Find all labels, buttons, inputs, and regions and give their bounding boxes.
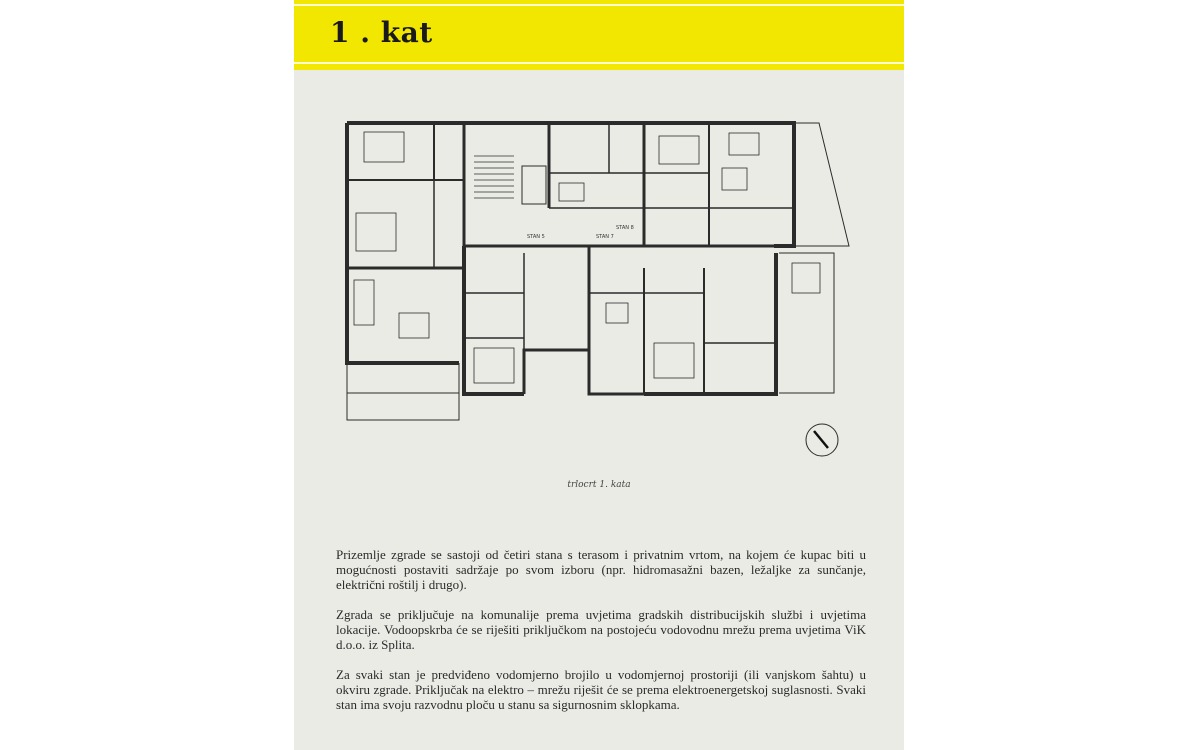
document-page [294,0,904,750]
label-stan-8: STAN 8 [616,225,634,231]
floor-plan [344,118,874,463]
header-top-rule [294,4,904,6]
page-title: 1 . kat [330,16,433,49]
paragraph-3: Za svaki stan je predviđeno vodomjerno brojilo u vodomjernoj prostoriji (ili vanjskom šahtu) u okviru zgrade. Priključak na elektro – mrežu riješit će se prema elektroenergetskoj suglasnosti. Svaki stan ima svoju razvodnu ploču u stanu sa sigurnosnim sklopkama. [336,667,866,712]
label-stan-7: STAN 7 [596,234,614,240]
compass-icon [806,424,838,456]
plan-caption: trlocrt 1. kata [567,480,631,490]
header-band [294,0,904,70]
paragraph-1: Prizemlje zgrade se sastoji od četiri stana s terasom i privatnim vrtom, na kojem će kupac biti u mogućnosti postaviti sadržaje po svom izboru (npr. hidromasažni bazen, ležaljke za sunčanje, električni roštilj i drugo). [336,547,866,592]
header-bottom-rule [294,62,904,64]
body-text [336,547,866,727]
paragraph-2: Zgrada se priključuje na komunalije prema uvjetima gradskih distribucijskih službi i uvjetima lokacije. Vodoopskrba će se riješiti priključkom na postojeću vodovodnu mrežu prema uvjetima ViK d.o.o. iz Splita. [336,607,866,652]
label-stan-5: STAN 5 [527,234,545,240]
